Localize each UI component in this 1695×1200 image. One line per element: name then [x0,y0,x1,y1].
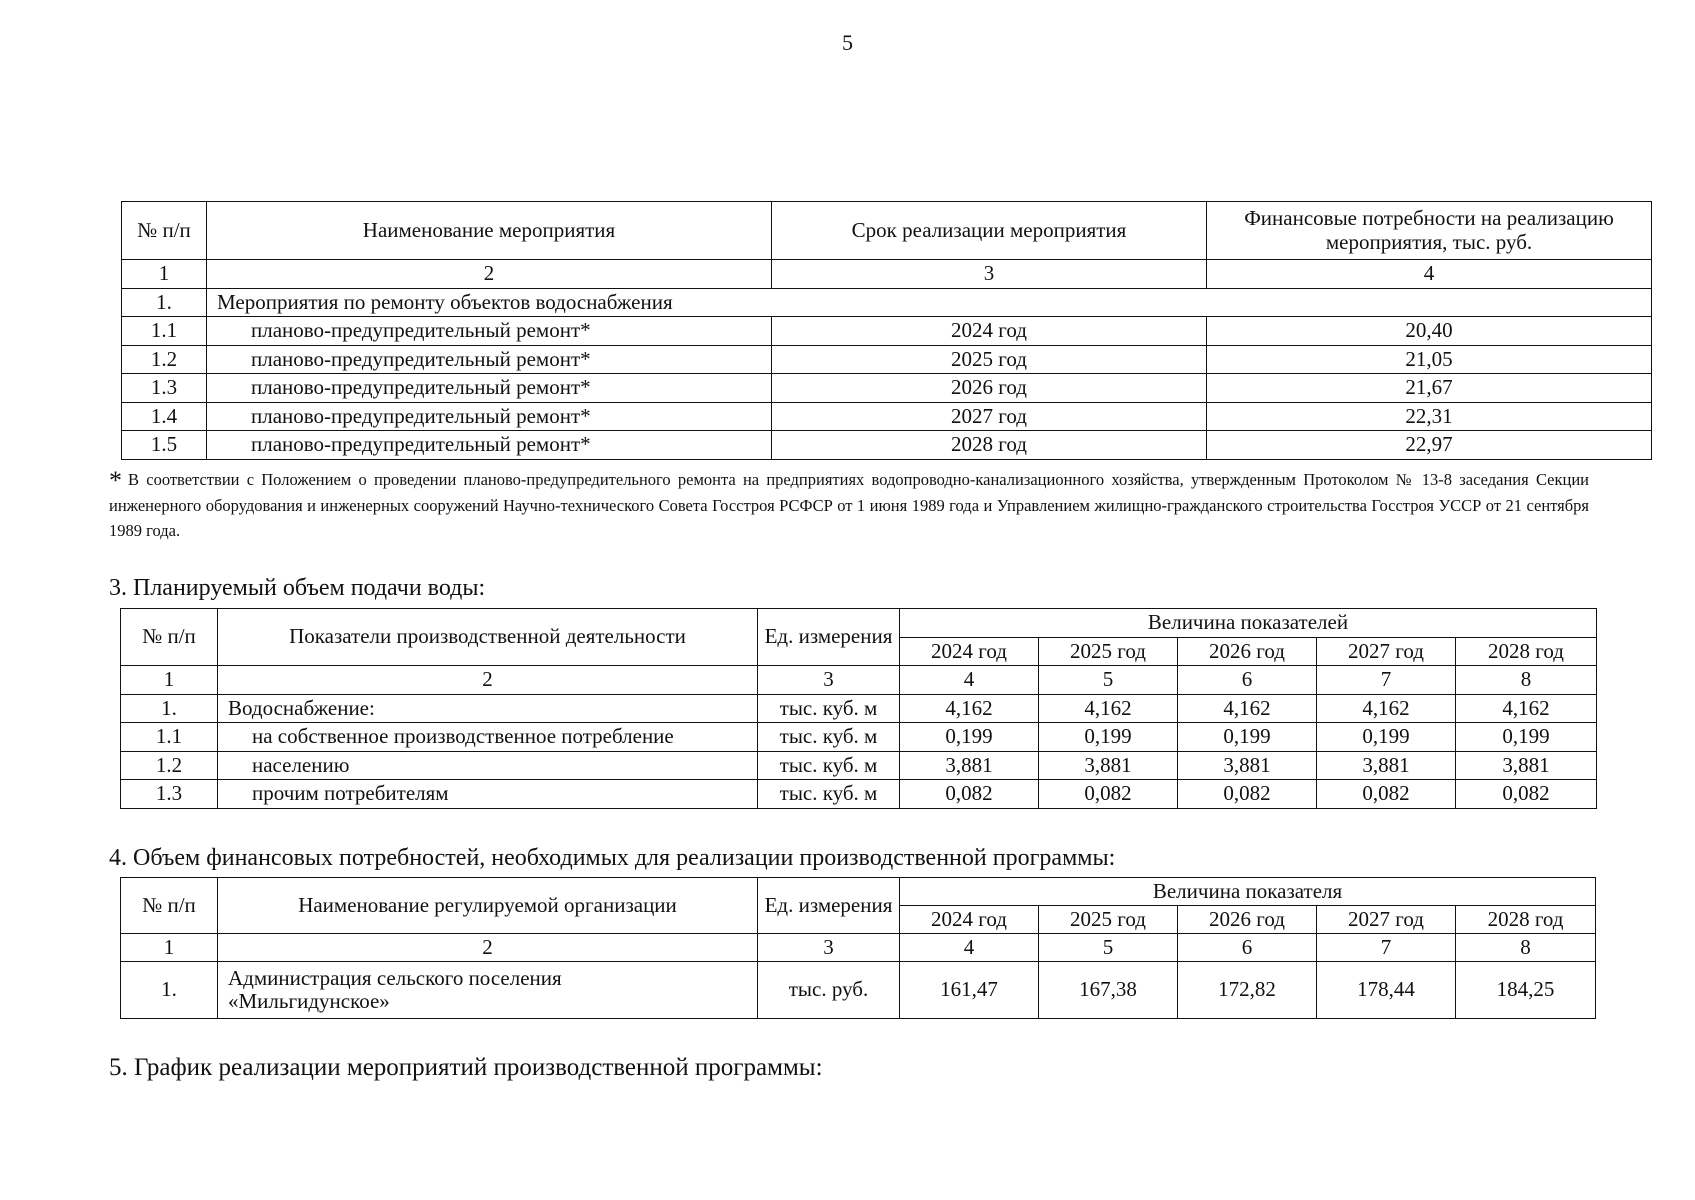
row-term: 2028 год [772,431,1207,460]
financial-needs-table [120,877,1596,1019]
footnote-text: В соответствии с Положением о проведении планово-предупредительного ремонта на предприятиях водопроводно-канализационного хозяйства, утвержденным Протоколом № 13-8 заседания Секции инженерного оборудования и инженерных сооружений Научно-технического Совета Госстроя РСФСР от 1 июня 1989 года и Управлением жилищно-гражданского строительства Госстроя УССР от 21 сентября 1989 года. [109,470,1589,540]
row-value: 0,199 [900,723,1039,752]
row-name: планово-предупредительный ремонт* [207,317,772,346]
header-year: 2026 год [1178,906,1317,934]
column-number: 5 [1039,666,1178,695]
row-value: 0,082 [1039,780,1178,809]
row-value: 22,97 [1207,431,1652,460]
footnote-star: * [109,466,122,495]
header-year: 2027 год [1317,906,1456,934]
row-name: населению [218,751,758,780]
organization-name-line-1: Администрация сельского поселения [228,965,562,990]
row-value: 4,162 [1317,694,1456,723]
row-value: 3,881 [900,751,1039,780]
row-value: 0,082 [1178,780,1317,809]
row-unit: тыс. куб. м [758,780,900,809]
header-term: Срок реализации мероприятия [772,202,1207,260]
row-term: 2027 год [772,402,1207,431]
row-name: прочим потребителям [218,780,758,809]
row-name: планово-предупредительный ремонт* [207,402,772,431]
row-num: 1.1 [121,723,218,752]
row-organization-name [218,962,758,1019]
group-row [122,288,1652,317]
column-number: 4 [900,666,1039,695]
row-name: планово-предупредительный ремонт* [207,374,772,403]
row-value: 3,881 [1456,751,1597,780]
row-value: 178,44 [1317,962,1456,1019]
column-number: 3 [772,260,1207,289]
section-4-title: 4. Объем финансовых потребностей, необходимых для реализации производственной программы: [109,845,1116,871]
column-number: 1 [121,934,218,962]
table-row [121,723,1597,752]
header-num: № п/п [121,878,218,934]
column-number-row [121,666,1597,695]
row-value: 20,40 [1207,317,1652,346]
row-value: 0,082 [900,780,1039,809]
row-value: 184,25 [1456,962,1596,1019]
header-values-group: Величина показателей [900,609,1597,638]
row-value: 0,082 [1456,780,1597,809]
column-number: 3 [758,666,900,695]
table-row [122,374,1652,403]
water-supply-volume-table [120,608,1597,809]
column-number: 4 [900,934,1039,962]
section-5-title: 5. График реализации мероприятий производственной программы: [109,1054,823,1081]
column-number: 2 [218,666,758,695]
group-name: Мероприятия по ремонту объектов водоснабжения [207,288,1652,317]
header-num: № п/п [122,202,207,260]
header-year: 2027 год [1317,637,1456,666]
row-value: 3,881 [1039,751,1178,780]
header-num: № п/п [121,609,218,666]
row-value: 21,67 [1207,374,1652,403]
column-number: 7 [1317,666,1456,695]
table-header-row [121,878,1596,906]
row-name: на собственное производственное потребление [218,723,758,752]
row-term: 2024 год [772,317,1207,346]
row-num: 1.2 [121,751,218,780]
row-value: 0,199 [1317,723,1456,752]
row-unit: тыс. руб. [758,962,900,1019]
table-row [121,751,1597,780]
row-term: 2025 год [772,345,1207,374]
row-value: 4,162 [1039,694,1178,723]
row-term: 2026 год [772,374,1207,403]
column-number-row [122,260,1652,289]
column-number: 1 [121,666,218,695]
table-row [122,345,1652,374]
table-header-row [122,202,1652,260]
row-num: 1.5 [122,431,207,460]
header-year: 2024 год [900,637,1039,666]
row-value: 3,881 [1178,751,1317,780]
row-name: планово-предупредительный ремонт* [207,345,772,374]
row-name: Водоснабжение: [218,694,758,723]
row-value: 3,881 [1317,751,1456,780]
header-year: 2028 год [1456,906,1596,934]
table-row [121,962,1596,1019]
column-number: 1 [122,260,207,289]
row-num: 1.1 [122,317,207,346]
table-row [122,402,1652,431]
column-number: 8 [1456,666,1597,695]
header-year: 2026 год [1178,637,1317,666]
column-number: 2 [207,260,772,289]
row-value: 4,162 [1178,694,1317,723]
header-year: 2024 год [900,906,1039,934]
row-value: 0,199 [1039,723,1178,752]
table-header-row [121,609,1597,638]
column-number: 4 [1207,260,1652,289]
header-measure-name: Наименование мероприятия [207,202,772,260]
page-number: 5 [842,30,853,55]
row-value: 161,47 [900,962,1039,1019]
row-num: 1. [121,694,218,723]
row-value: 21,05 [1207,345,1652,374]
header-year: 2025 год [1039,906,1178,934]
section-3-title: 3. Планируемый объем подачи воды: [109,575,486,601]
row-value: 4,162 [1456,694,1597,723]
group-num: 1. [122,288,207,317]
column-number: 3 [758,934,900,962]
table-row [122,317,1652,346]
row-value: 167,38 [1039,962,1178,1019]
row-value: 172,82 [1178,962,1317,1019]
row-value: 4,162 [900,694,1039,723]
column-number: 6 [1178,934,1317,962]
column-number: 7 [1317,934,1456,962]
column-number: 6 [1178,666,1317,695]
row-num: 1.4 [122,402,207,431]
row-num: 1. [121,962,218,1019]
organization-name-line-2: «Мильгидунское» [228,989,390,1013]
header-organization-name: Наименование регулируемой организации [218,878,758,934]
header-year: 2028 год [1456,637,1597,666]
row-unit: тыс. куб. м [758,751,900,780]
row-value: 0,082 [1317,780,1456,809]
table-row [121,694,1597,723]
table-row [121,780,1597,809]
row-unit: тыс. куб. м [758,723,900,752]
header-indicator-name: Показатели производственной деятельности [218,609,758,666]
row-num: 1.3 [121,780,218,809]
row-num: 1.3 [122,374,207,403]
row-name: планово-предупредительный ремонт* [207,431,772,460]
row-value: 0,199 [1456,723,1597,752]
repair-measures-table [121,201,1652,460]
footnote [109,467,1589,543]
column-number: 8 [1456,934,1596,962]
row-value: 0,199 [1178,723,1317,752]
header-year: 2025 год [1039,637,1178,666]
header-unit: Ед. измерения [758,878,900,934]
header-unit: Ед. измерения [758,609,900,666]
row-value: 22,31 [1207,402,1652,431]
header-values-group: Величина показателя [900,878,1596,906]
row-unit: тыс. куб. м [758,694,900,723]
row-num: 1.2 [122,345,207,374]
column-number: 5 [1039,934,1178,962]
column-number-row [121,934,1596,962]
column-number: 2 [218,934,758,962]
header-financial-needs: Финансовые потребности на реализацию мероприятия, тыс. руб. [1207,202,1652,260]
table-row [122,431,1652,460]
